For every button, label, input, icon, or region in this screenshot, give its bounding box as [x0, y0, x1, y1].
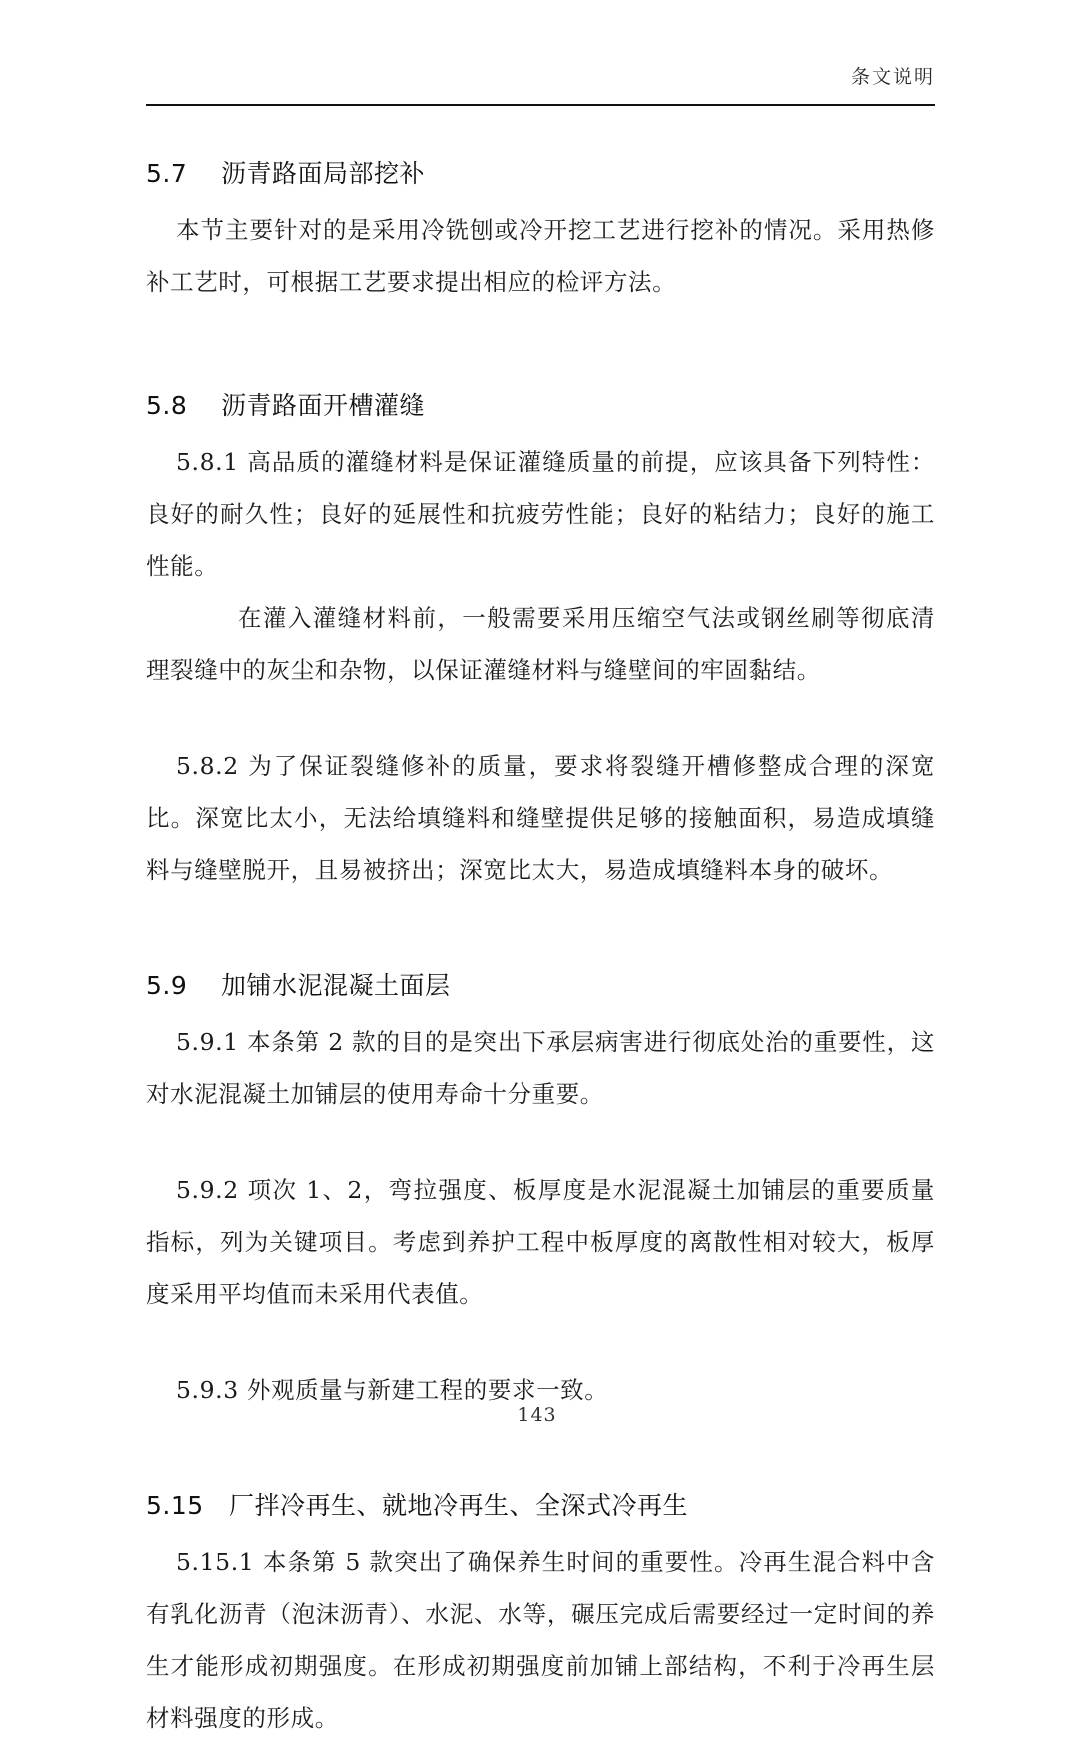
document-body — [146, 148, 935, 1744]
running-header — [146, 62, 935, 106]
paragraph-5-8-1-note: 在灌入灌缝材料前，一般需要采用压缩空气法或钢丝刷等彻底清理裂缝中的灰尘和杂物，以保证灌缝材料与缝壁间的牢固黏结。 — [146, 604, 935, 684]
page-footer — [0, 1404, 1074, 1426]
paragraph-5-9-1: 5.9.1 本条第 2 款的目的是突出下承层病害进行彻底处治的重要性，这对水泥混凝土加铺层的使用寿命十分重要。 — [146, 1028, 935, 1108]
header-rule — [146, 104, 935, 106]
running-header-title: 条文说明 — [850, 66, 935, 88]
section-heading-5-8: 5.8 沥青路面开槽灌缝 — [146, 391, 426, 420]
section-heading-5-15: 5.15 厂拌冷再生、就地冷再生、全深式冷再生 — [146, 1491, 689, 1520]
paragraph-5-15-1: 5.15.1 本条第 5 款突出了确保养生时间的重要性。冷再生混合料中含有乳化沥青（泡沫沥青）、水泥、水等，碾压完成后需要经过一定时间的养生才能形成初期强度。在形成初期强度前加铺上部结构，不利于冷再生层材料强度的形成。 — [146, 1548, 935, 1732]
paragraph-5-8-2: 5.8.2 为了保证裂缝修补的质量，要求将裂缝开槽修整成合理的深宽比。深宽比太小，无法给填缝料和缝壁提供足够的接触面积，易造成填缝料与缝壁脱开，且易被挤出；深宽比太大，易造成填缝料本身的破坏。 — [146, 752, 935, 884]
section-heading-5-9: 5.9 加铺水泥混凝土面层 — [146, 971, 451, 1000]
paragraph-5-8-1: 5.8.1 高品质的灌缝材料是保证灌缝质量的前提，应该具备下列特性：良好的耐久性；良好的延展性和抗疲劳性能；良好的粘结力；良好的施工性能。 — [146, 448, 935, 580]
section-heading-5-7: 5.7 沥青路面局部挖补 — [146, 159, 426, 188]
paragraph-5-9-2: 5.9.2 项次 1、2，弯拉强度、板厚度是水泥混凝土加铺层的重要质量指标，列为关键项目。考虑到养护工程中板厚度的离散性相对较大，板厚度采用平均值而未采用代表值。 — [146, 1176, 935, 1308]
page-number: 143 — [517, 1404, 557, 1426]
paragraph-5-9-3: 5.9.3 外观质量与新建工程的要求一致。 — [176, 1376, 609, 1404]
paragraph-5-7-1: 本节主要针对的是采用冷铣刨或冷开挖工艺进行挖补的情况。采用热修补工艺时，可根据工艺要求提出相应的检评方法。 — [146, 216, 935, 296]
